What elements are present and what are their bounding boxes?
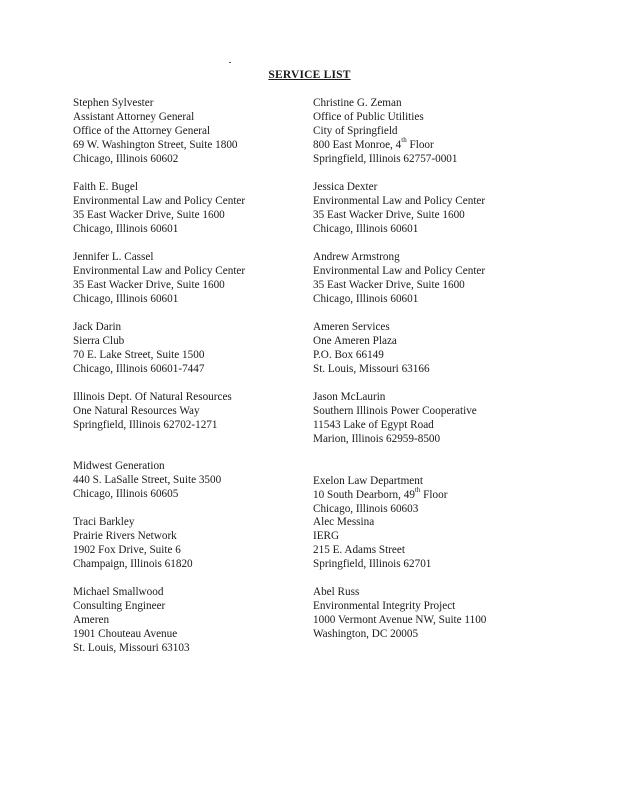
entry-line: 69 W. Washington Street, Suite 1800 [73,139,238,151]
entry-line: 35 East Wacker Drive, Suite 1600 [73,209,225,221]
entry-line: 215 E. Adams Street [313,544,405,556]
entry-line: Prairie Rivers Network [73,530,177,542]
entry-name: Jennifer L. Cassel [73,251,154,263]
page-title: SERVICE LIST [268,69,351,81]
entry-line: Chicago, Illinois 60603 [313,503,419,515]
service-entry [73,515,193,571]
entry-line: 10 South Dearborn, 49th Floor [313,486,448,501]
entry-line: St. Louis, Missouri 63166 [313,363,430,375]
entry-line: Environmental Law and Policy Center [313,195,486,207]
service-entry [313,96,458,166]
service-entry [73,585,190,655]
entry-line: One Ameren Plaza [313,335,397,347]
service-entry [73,459,221,501]
entry-line: Chicago, Illinois 60601 [313,293,419,305]
entry-line: Chicago, Illinois 60601 [313,223,419,235]
entry-name: Faith E. Bugel [73,181,138,193]
entry-line: Environmental Law and Policy Center [73,195,246,207]
entry-line: Southern Illinois Power Cooperative [313,405,477,417]
service-entry [313,515,431,571]
service-entry [313,250,485,306]
entry-line: Assistant Attorney General [73,111,195,123]
entry-line: 1000 Vermont Avenue NW, Suite 1100 [313,614,487,626]
scan-speck [229,62,231,63]
entry-line: Environmental Law and Policy Center [313,265,486,277]
service-entry [313,390,477,446]
service-entry [313,320,430,376]
entry-line: Washington, DC 20005 [313,628,419,640]
entry-line: Springfield, Illinois 62701 [313,558,432,570]
entry-line: 440 S. LaSalle Street, Suite 3500 [73,474,222,486]
entry-line: Ameren [73,614,110,626]
entry-name: Stephen Sylvester [73,97,154,109]
entry-line: Office of the Attorney General [73,125,211,137]
entry-name: Michael Smallwood [73,586,164,598]
entry-name: Jack Darin [73,321,122,333]
entry-line: 1902 Fox Drive, Suite 6 [73,544,181,556]
service-entry [73,390,232,432]
entry-name: Midwest Generation [73,460,165,472]
entry-line: 800 East Monroe, 4th Floor [313,136,434,151]
entry-line: Springfield, Illinois 62757-0001 [313,153,458,165]
entry-line: Environmental Law and Policy Center [73,265,246,277]
service-entry [73,250,245,306]
entry-line: Office of Public Utilities [313,111,424,123]
entry-line: Sierra Club [73,335,125,347]
entry-line: 35 East Wacker Drive, Suite 1600 [313,279,465,291]
entry-line: Chicago, Illinois 60601-7447 [73,363,205,375]
entry-line: 35 East Wacker Drive, Suite 1600 [73,279,225,291]
service-entry [73,96,238,166]
entry-name: Jessica Dexter [313,181,378,193]
entry-name: Christine G. Zeman [313,97,402,109]
entry-line: 70 E. Lake Street, Suite 1500 [73,349,205,361]
entry-line: Champaign, Illinois 61820 [73,558,193,570]
entry-line: St. Louis, Missouri 63103 [73,642,190,654]
service-entry [73,180,245,236]
service-entry [73,320,204,376]
service-entry [313,474,447,516]
entry-name: Traci Barkley [73,516,135,528]
entry-name: Abel Russ [313,586,360,598]
entry-line: Chicago, Illinois 60601 [73,293,179,305]
entry-name: Jason McLaurin [313,391,386,403]
entry-name: Illinois Dept. Of Natural Resources [73,391,232,403]
entry-line: Chicago, Illinois 60605 [73,488,179,500]
entry-line: One Natural Resources Way [73,405,200,417]
entry-name: Exelon Law Department [313,475,423,487]
entry-line: 35 East Wacker Drive, Suite 1600 [313,209,465,221]
entry-line: Marion, Illinois 62959-8500 [313,433,441,445]
entry-line: P.O. Box 66149 [313,349,384,361]
entry-name: Ameren Services [313,321,390,333]
entry-line: 1901 Chouteau Avenue [73,628,178,640]
entry-line: 11543 Lake of Egypt Road [313,419,434,431]
entry-line: Environmental Integrity Project [313,600,456,612]
entry-line: City of Springfield [313,125,398,137]
entry-line: Consulting Engineer [73,600,166,612]
entry-name: Andrew Armstrong [313,251,400,263]
service-entry [313,180,485,236]
service-entry [313,585,486,641]
entry-line: IERG [313,530,340,542]
entry-line: Springfield, Illinois 62702-1271 [73,419,218,431]
entry-name: Alec Messina [313,516,375,528]
entry-line: Chicago, Illinois 60602 [73,153,179,165]
entry-line: Chicago, Illinois 60601 [73,223,179,235]
